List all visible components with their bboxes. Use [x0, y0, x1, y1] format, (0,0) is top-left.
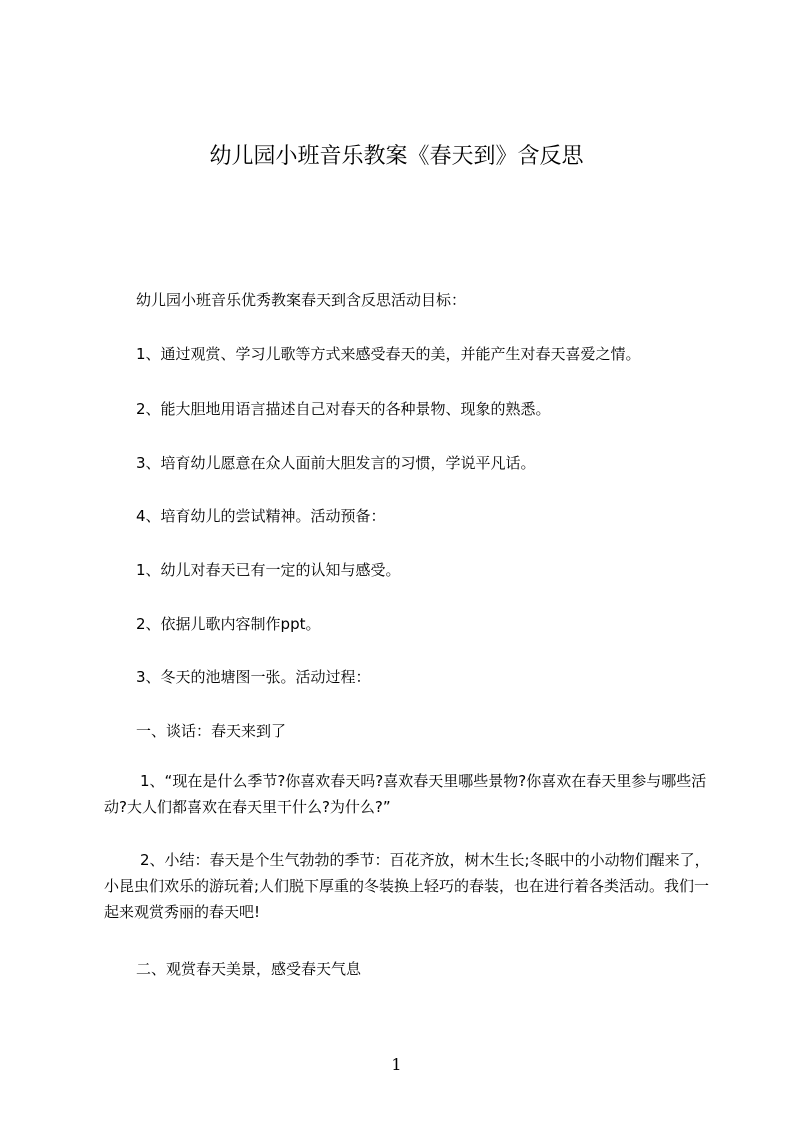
document-title: 幼儿园小班音乐教案《春天到》含反思 — [209, 144, 584, 169]
paragraph-section-1-heading: 一、谈话：春天来到了 — [136, 722, 287, 740]
paragraph-prep-1: 1、幼儿对春天已有一定的认知与感受。 — [136, 561, 401, 579]
page-number: 1 — [391, 1055, 402, 1074]
paragraph-prep-2: 2、依据儿歌内容制作ppt。 — [136, 615, 321, 633]
paragraph-objective-4: 4、培育幼儿的尝试精神。活动预备： — [136, 507, 386, 525]
paragraph-prep-3: 3、冬天的池塘图一张。活动过程： — [136, 668, 371, 686]
paragraph-summary: 2、小结：春天是个生气勃勃的季节：百花齐放，树木生长;冬眠中的小动物们醒来了，小昆虫们欢乐的游玩着;人们脱下厚重的冬装换上轻巧的春装，也在进行着各类活动。我们一起来观赏秀丽的春天吧! — [104, 851, 710, 921]
paragraph-objectives-heading: 幼儿园小班音乐优秀教案春天到含反思活动目标： — [136, 291, 467, 309]
paragraph-objective-2: 2、能大胆地用语言描述自己对春天的各种景物、现象的熟悉。 — [136, 400, 551, 418]
paragraph-section-2-heading: 二、观赏春天美景，感受春天气息 — [136, 960, 362, 978]
paragraph-talk-questions: 1、“现在是什么季节?你喜欢春天吗?喜欢春天里哪些景物?你喜欢在春天里参与哪些活动?大人们都喜欢在春天里干什么?为什么?” — [104, 772, 707, 816]
paragraph-objective-3: 3、培育幼儿愿意在众人面前大胆发言的习惯，学说平凡话。 — [136, 454, 536, 472]
paragraph-objective-1: 1、通过观赏、学习儿歌等方式来感受春天的美，并能产生对春天喜爱之情。 — [136, 345, 641, 363]
